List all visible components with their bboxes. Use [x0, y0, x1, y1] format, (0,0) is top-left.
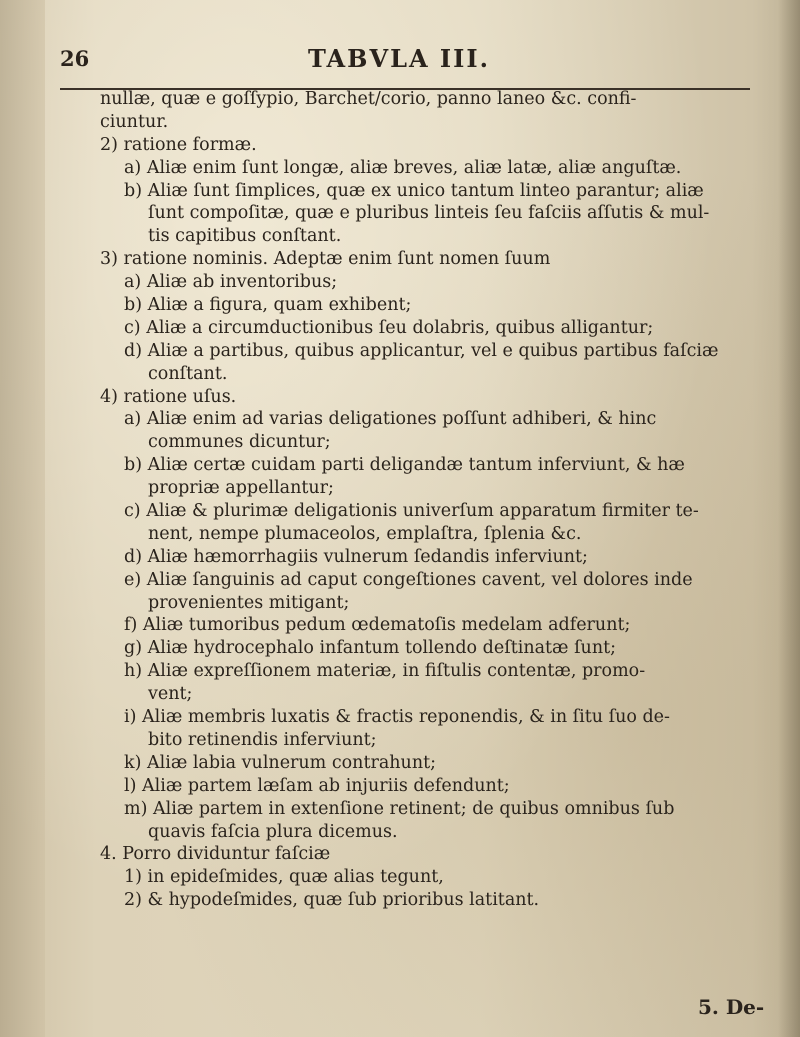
text-line: communes dicuntur;	[148, 432, 331, 453]
text-line: bito retinendis inferviunt;	[148, 729, 377, 750]
text-line: 4) ratione uſus.	[100, 386, 237, 407]
body-text	[100, 88, 770, 912]
text-line: quavis faſcia plura dicemus.	[148, 821, 398, 842]
text-line: 3) ratione nominis. Adeptæ enim ſunt nomen ſuum	[100, 249, 551, 270]
text-line: ciuntur.	[100, 111, 169, 132]
text-line: tis capitibus conſtant.	[148, 226, 342, 247]
text-line: propriæ appellantur;	[148, 478, 334, 499]
text-line: provenientes mitigant;	[148, 592, 350, 613]
text-line: k) Aliæ labia vulnerum contrahunt;	[124, 752, 437, 773]
text-line: vent;	[148, 684, 193, 705]
text-line: a) Aliæ enim ad varias deligationes poſſunt adhiberi, & hinc	[124, 409, 657, 430]
text-line: c) Aliæ a circumductionibus ſeu dolabris, quibus alligantur;	[124, 317, 654, 338]
text-line: 1) in epideſmides, quæ alias tegunt,	[124, 867, 444, 888]
page-header	[60, 44, 760, 78]
text-line: conſtant.	[148, 363, 228, 384]
text-line: 2) & hypodeſmides, quæ ſub prioribus latitant.	[124, 890, 540, 911]
text-line: e) Aliæ ſanguinis ad caput congeſtiones cavent, vel dolores inde	[124, 569, 693, 590]
running-title: TABVLA III.	[308, 44, 490, 73]
text-line: m) Aliæ partem in extenſione retinent; de quibus omnibus ſub	[124, 798, 675, 819]
text-line: g) Aliæ hydrocephalo infantum tollendo deſtinatæ ſunt;	[124, 638, 617, 659]
text-line: f) Aliæ tumoribus pedum œdematoſis medelam adferunt;	[124, 615, 631, 636]
page-edge-shadow	[778, 0, 800, 1037]
text-line: l) Aliæ partem læſam ab injuriis defendunt;	[124, 775, 510, 796]
text-line: d) Aliæ hæmorrhagiis vulnerum ſedandis inferviunt;	[124, 546, 588, 567]
text-line: nullæ, quæ e goſſypio, Barchet/corio, panno laneo &c. confi-	[100, 89, 637, 109]
text-line: b) Aliæ certæ cuidam parti deligandæ tantum inferviunt, & hæ	[124, 455, 685, 476]
text-line: b) Aliæ a figura, quam exhibent;	[124, 295, 412, 316]
text-line: d) Aliæ a partibus, quibus applicantur, vel e quibus partibus faſciæ	[124, 340, 719, 361]
text-line: nent, nempe plumaceolos, emplaſtra, ſplenia &c.	[148, 523, 582, 544]
text-line: 4. Porro dividuntur faſciæ	[100, 844, 331, 865]
text-line: 2) ratione formæ.	[100, 134, 257, 155]
text-line: ſunt compoſitæ, quæ e pluribus linteis ſeu faſciis aſſutis & mul-	[148, 203, 710, 224]
page-gutter-shadow	[0, 0, 45, 1037]
text-line: a) Aliæ ab inventoribus;	[124, 272, 338, 293]
page-number: 26	[60, 46, 90, 71]
text-line: c) Aliæ & plurimæ deligationis univerſum apparatum firmiter te-	[124, 501, 699, 522]
text-line: h) Aliæ expreſſionem materiæ, in fiſtulis contentæ, promo-	[124, 661, 646, 682]
catchword: 5. De-	[698, 995, 765, 1019]
text-line: i) Aliæ membris luxatis & fractis reponendis, & in ſitu ſuo de-	[124, 707, 670, 728]
text-line: b) Aliæ ſunt ſimplices, quæ ex unico tantum linteo parantur; aliæ	[124, 180, 704, 201]
text-line: a) Aliæ enim ſunt longæ, aliæ breves, aliæ latæ, aliæ anguſtæ.	[124, 157, 682, 178]
